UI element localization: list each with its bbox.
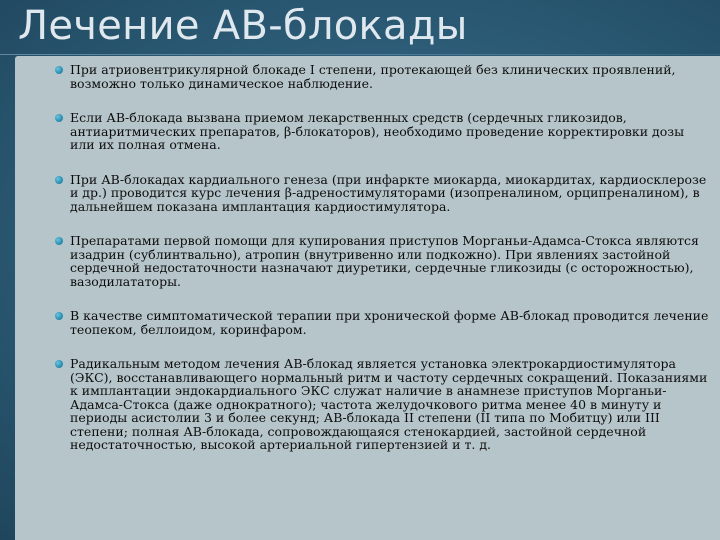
bullet-list	[27, 63, 710, 452]
bullet-item-observation	[27, 63, 710, 90]
content-panel	[15, 56, 720, 540]
title-divider	[0, 54, 720, 55]
bullet-text: Препаратами первой помощи для купирования приступов Морганьи-Адамса-Стокса являются изадрин (сублинтвально), атропин (внутривенно или подкожно). При явлениях застойной сердечной недостаточности назначают диуретики, сердечные гликозиды (с осторожностью), вазодилататоры.	[70, 233, 699, 289]
bullet-item-pacemaker	[27, 357, 710, 452]
slide-title: Лечение АВ-блокады	[18, 3, 468, 49]
bullet-dot-icon	[55, 66, 63, 74]
bullet-dot-icon	[55, 237, 63, 245]
bullet-dot-icon	[55, 360, 63, 368]
bullet-dot-icon	[55, 114, 63, 122]
bullet-dot-icon	[55, 312, 63, 320]
bullet-text: При атриовентрикулярной блокаде I степени, протекающей без клинических проявлений, возможно только динамическое наблюдение.	[70, 62, 676, 91]
bullet-item-first-aid	[27, 234, 710, 288]
bullet-text: В качестве симптоматической терапии при хронической форме АВ-блокад проводится лечение теопеком, беллоидом, коринфаром.	[70, 308, 709, 337]
bullet-item-drug-adjustment	[27, 111, 710, 152]
bullet-text: Радикальным методом лечения АВ-блокад является установка электрокардиостимулятора (ЭКС), восстанавливающего нормальный ритм и частоту сердечных сокращений. Показаниями к имплантации эндокардиального ЭКС служат наличие в анамнезе приступов Морганьи-Адамса-Стокса (даже однократного); частота желудочкового ритма менее 40 в минуту и периоды асистолии 3 и более секунд; АВ-блокада II степени (II типа по Мобитцу) или III степени; полная АВ-блокада, сопровождающаяся стенокардией, застойной сердечной недостаточностью, высокой артериальной гипертензией и т. д.	[70, 356, 708, 452]
bullet-item-symptomatic-therapy	[27, 309, 710, 336]
bullet-text: Если АВ-блокада вызвана приемом лекарственных средств (сердечных гликозидов, антиаритмических препаратов, β-блокаторов), необходимо проведение корректировки дозы или их полная отмена.	[70, 110, 685, 152]
bullet-dot-icon	[55, 176, 63, 184]
bullet-item-cardiac-genesis	[27, 173, 710, 214]
bullet-text: При АВ-блокадах кардиального генеза (при инфаркте миокарда, миокардитах, кардиосклерозе и др.) проводится курс лечения β-адреностимуляторами (изопреналином, орципреналином), в дальнейшем показана имплантация кардиостимулятора.	[70, 171, 707, 214]
